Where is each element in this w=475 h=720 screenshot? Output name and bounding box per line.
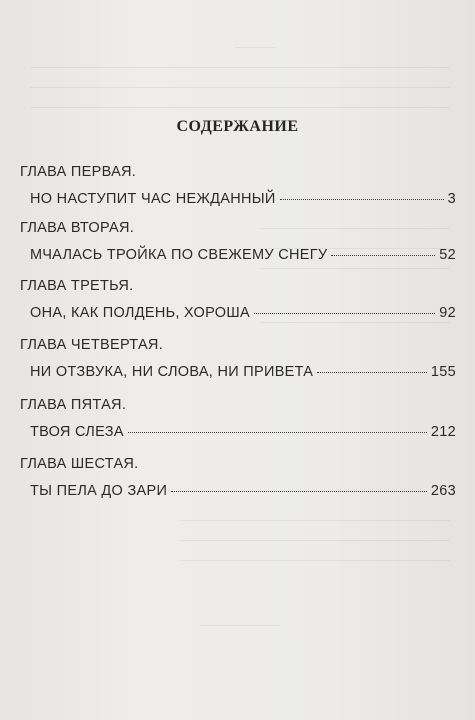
page-number: 212 (430, 424, 456, 440)
bleed-through-line (30, 107, 450, 108)
page-number: 263 (430, 483, 456, 499)
toc-entry (20, 277, 456, 322)
bleed-through-line (180, 560, 450, 561)
bleed-through-line (260, 322, 450, 323)
toc-entry (20, 219, 456, 264)
bleed-through-line (260, 268, 450, 269)
page-number: 155 (430, 364, 456, 380)
dot-leader (171, 491, 427, 492)
toc-row (20, 304, 456, 322)
chapter-title: ТЫ ПЕЛА ДО ЗАРИ (30, 483, 168, 499)
chapter-title: МЧАЛАСЬ ТРОЙКА ПО СВЕЖЕМУ СНЕГУ (30, 247, 328, 263)
dot-leader (254, 313, 435, 314)
toc-row (20, 363, 456, 381)
chapter-title: НИ ОТЗВУКА, НИ СЛОВА, НИ ПРИВЕТА (30, 364, 314, 380)
toc-entry (20, 336, 456, 381)
chapter-title: ОНА, КАК ПОЛДЕНЬ, ХОРОША (30, 305, 250, 321)
chapter-heading: ГЛАВА ЧЕТВЕРТАЯ. (20, 337, 164, 353)
chapter-heading: ГЛАВА ПЯТАЯ. (20, 397, 127, 413)
chapter-title: НО НАСТУПИТ ЧАС НЕЖДАННЫЙ (30, 191, 276, 207)
bleed-through-line (200, 625, 280, 626)
toc-entry (20, 455, 456, 500)
toc-row (20, 190, 456, 208)
dot-leader (128, 432, 427, 433)
dot-leader (317, 372, 427, 373)
bleed-through-line (30, 67, 450, 68)
bleed-through-line (180, 520, 450, 521)
dot-leader (331, 255, 435, 256)
chapter-heading: ГЛАВА ВТОРАЯ. (20, 220, 135, 236)
toc-row (20, 482, 456, 500)
page-number: 3 (447, 191, 456, 207)
toc-entry (20, 396, 456, 441)
chapter-heading: ГЛАВА ШЕСТАЯ. (20, 456, 139, 472)
dot-leader (280, 199, 444, 200)
toc-entry (20, 163, 456, 208)
bleed-through-line (180, 540, 450, 541)
toc-row (20, 246, 456, 264)
page-number: 92 (439, 305, 456, 321)
toc-row (20, 423, 456, 441)
chapter-title: ТВОЯ СЛЕЗА (30, 424, 124, 440)
bleed-through-line (30, 87, 450, 88)
chapter-heading: ГЛАВА ПЕРВАЯ. (20, 164, 137, 180)
chapter-heading: ГЛАВА ТРЕТЬЯ. (20, 278, 134, 294)
page-title: СОДЕРЖАНИЕ (176, 118, 299, 135)
bleed-through-line (235, 47, 275, 48)
page-number: 52 (439, 247, 456, 263)
